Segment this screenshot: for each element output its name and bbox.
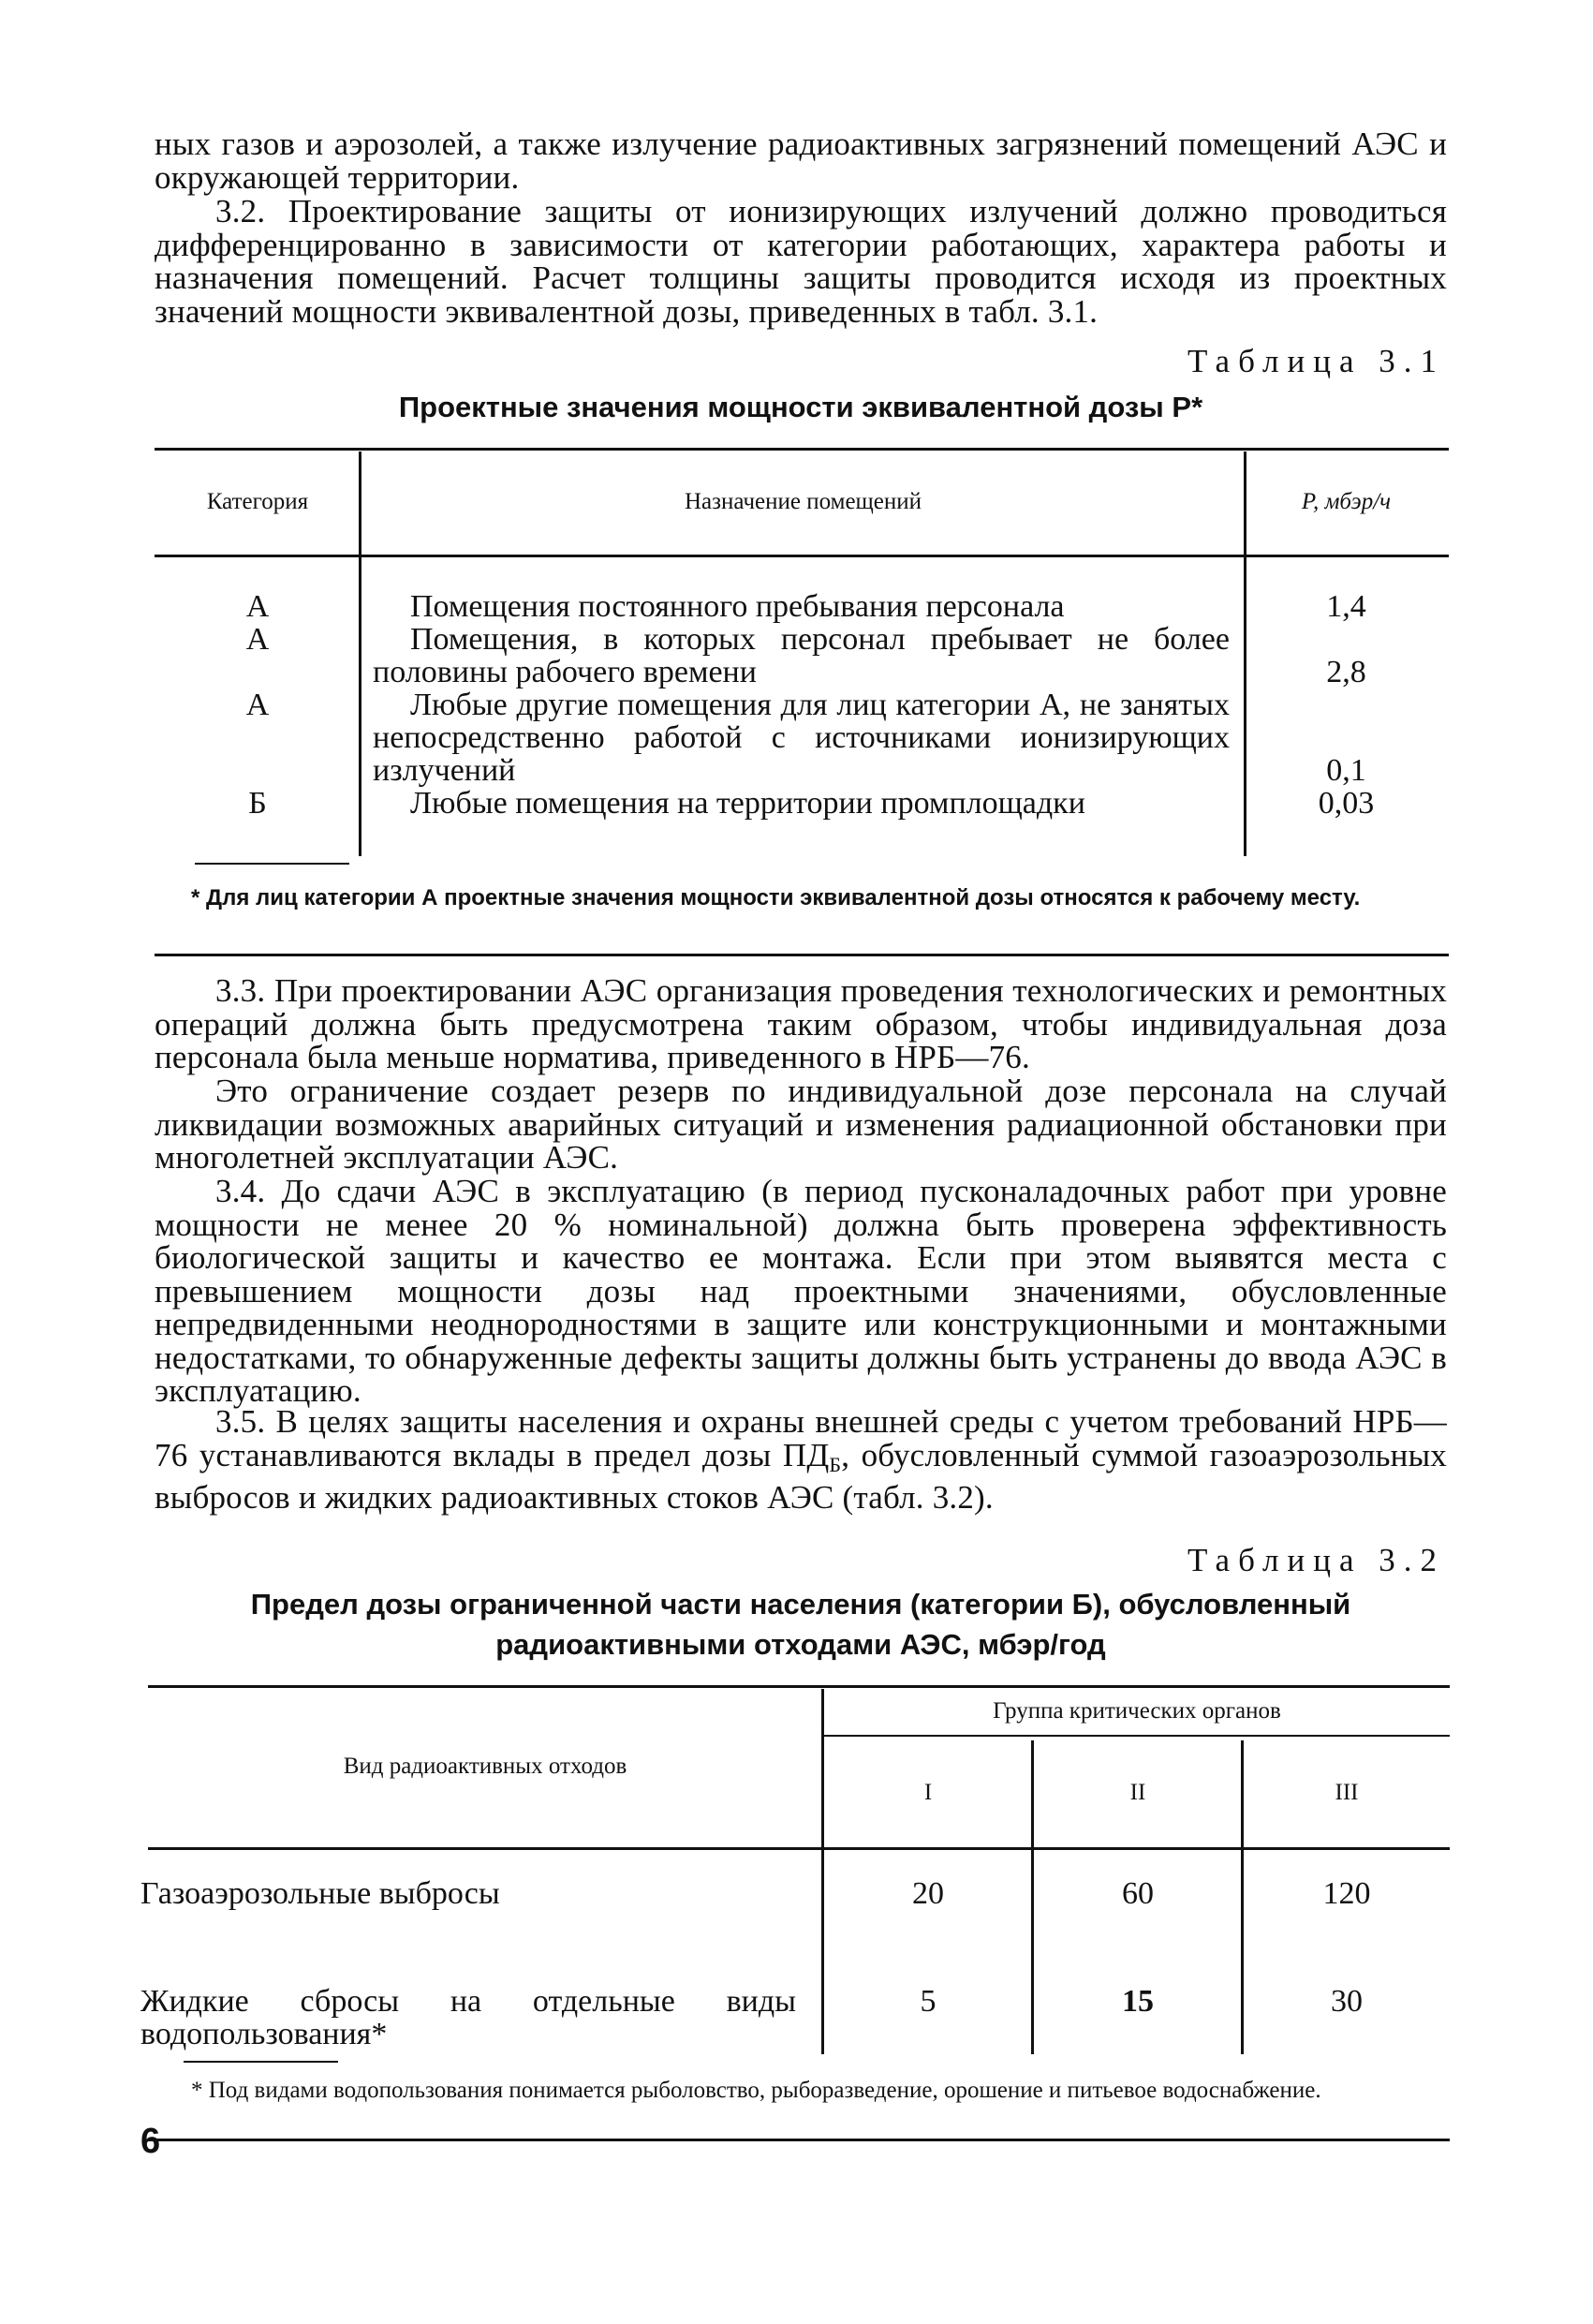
table-2-row-1-waste: Газоаэрозольные выбросы (140, 1876, 500, 1911)
table-2-row-2-waste: Жидкие сбросы на отдельные виды водопользования* (140, 1984, 796, 2051)
table-1-row-1-purpose: Помещения постоянного пребывания персонала (410, 589, 1065, 624)
table-1-top-rule (155, 448, 1449, 451)
table-1-row-3-category: А (245, 688, 270, 722)
table-1-header-rule (155, 555, 1449, 557)
paragraph-3-5-text-end: , обусловленный суммой газоаэрозольных выбросов и жидких радиоактивных стоков АЭС (табл. 3.2). (155, 1436, 1447, 1516)
table-2-row-2-group-1: 5 (920, 1984, 937, 2019)
table-2-title-line-2: радиоактивными отходами АЭС, мбэр/год (495, 1628, 1106, 1661)
table-2-top-rule (148, 1685, 1450, 1688)
paragraph-3-5-text: 3.5. В целях защиты населения и охраны внешней среды с учетом требований НРБ—76 устанавливаются вклады в предел дозы ПД (155, 1403, 1447, 1473)
paragraph-3-2: 3.2. Проектирование защиты от ионизирующих излучений должно проводиться дифференцированно в зависимости от категории работающих, характера работы и назначения помещений. Расчет толщины защиты проводится исходя из проектных значений мощности эквивалентной дозы, приведенных в табл. 3.1. (155, 193, 1447, 330)
paragraph-3-3-continued: Это ограничение создает резерв по индивидуальной дозе персонала на случай ликвидации возможных аварийных ситуаций и изменения радиационной обстановки при многолетней эксплуатации АЭС. (155, 1073, 1447, 1176)
paragraph-3-5-subscript: Б (829, 1452, 842, 1476)
table-2-row-2-group-2: 15 (1122, 1984, 1154, 2019)
paragraph-3-5 (155, 1405, 1447, 1515)
table-2-row-2-group-3: 30 (1331, 1984, 1363, 2019)
table-2-header-group-3: III (1335, 1780, 1359, 1805)
table-1-row-2-p: 2,8 (1326, 655, 1366, 689)
paragraph-intro: ных газов и аэрозолей, а также излучение радиоактивных загрязнений помещений АЭС и окружающей территории. (155, 126, 1447, 196)
table-2-row-1-group-3: 120 (1322, 1876, 1371, 1911)
table-1-header-category: Категория (206, 489, 309, 514)
table-2-label: Таблица 3.2 (1187, 1542, 1445, 1578)
table-1-header-purpose: Назначение помещений (684, 489, 922, 514)
table-1-row-4-p: 0,03 (1318, 786, 1375, 821)
table-1-row-1-category: А (245, 589, 270, 624)
table-1-row-3-p: 0,1 (1326, 753, 1366, 788)
table-2-header-group-2: II (1129, 1780, 1146, 1805)
table-2-row-1-group-2: 60 (1122, 1876, 1154, 1911)
table-1-label: Таблица 3.1 (1187, 343, 1445, 379)
table-1-row-1-p: 1,4 (1326, 589, 1366, 624)
table-2-header-rule (148, 1847, 1450, 1850)
table-2-header-group-1: I (923, 1780, 933, 1805)
paragraph-3-3: 3.3. При проектировании АЭС организация проведения технологических и ремонтных операций должна быть предусмотрена таким образом, чтобы индивидуальная доза персонала была меньше норматива, приведенного в НРБ—76. (155, 972, 1447, 1075)
table-1-footnote: * Для лиц категории А проектные значения мощности эквивалентной дозы относятся к рабочему месту. (191, 885, 1361, 910)
table-2-header-group: Группа критических органов (993, 1698, 1281, 1724)
table-1-bottom-rule (155, 954, 1449, 956)
table-1-row-3-purpose: Любые другие помещения для лиц категории А, не занятых непосредственно работой с источниками ионизирующих излучений (373, 688, 1230, 788)
page-number: 6 (140, 2122, 161, 2161)
table-2-footnote: * Под видами водопользования понимается рыболовство, рыборазведение, орошение и питьевое водоснабжение. (191, 2078, 1321, 2103)
table-2-footnote-rule (184, 2061, 338, 2063)
table-2-title-line-1: Предел дозы ограниченной части населения (категории Б), обусловленный (250, 1588, 1351, 1621)
paragraph-3-4: 3.4. До сдачи АЭС в эксплуатацию (в период пусконаладочных работ при уровне мощности не менее 20 % номинальной) должна быть проверена эффективность биологической защиты и качество ее монтажа. Если при этом выявятся места с превышением мощности дозы над проектными значениями, обусловленные непредвиденными неоднородностями в защите или конструкционными и монтажными недостатками, то обнаруженные дефекты защиты должны быть устранены до ввода АЭС в эксплуатацию. (155, 1173, 1447, 1409)
table-1-row-4-purpose: Любые помещения на территории промплощадки (410, 786, 1085, 821)
table-2-bottom-rule (148, 2139, 1450, 2141)
table-2-row-1-group-1: 20 (912, 1876, 944, 1911)
table-1-footnote-rule (195, 863, 349, 865)
table-1-row-4-category: Б (248, 786, 267, 821)
table-2-header-waste-type: Вид радиоактивных отходов (343, 1754, 627, 1779)
table-1-title: Проектные значения мощности эквивалентной дозы P* (398, 391, 1203, 423)
table-1-header-p: P, мбэр/ч (1301, 489, 1392, 514)
table-1-row-2-purpose: Помещения, в которых персонал пребывает не более половины рабочего времени (373, 622, 1230, 689)
table-2-group-rule (824, 1735, 1450, 1737)
table-1-row-2-category: А (245, 622, 270, 657)
